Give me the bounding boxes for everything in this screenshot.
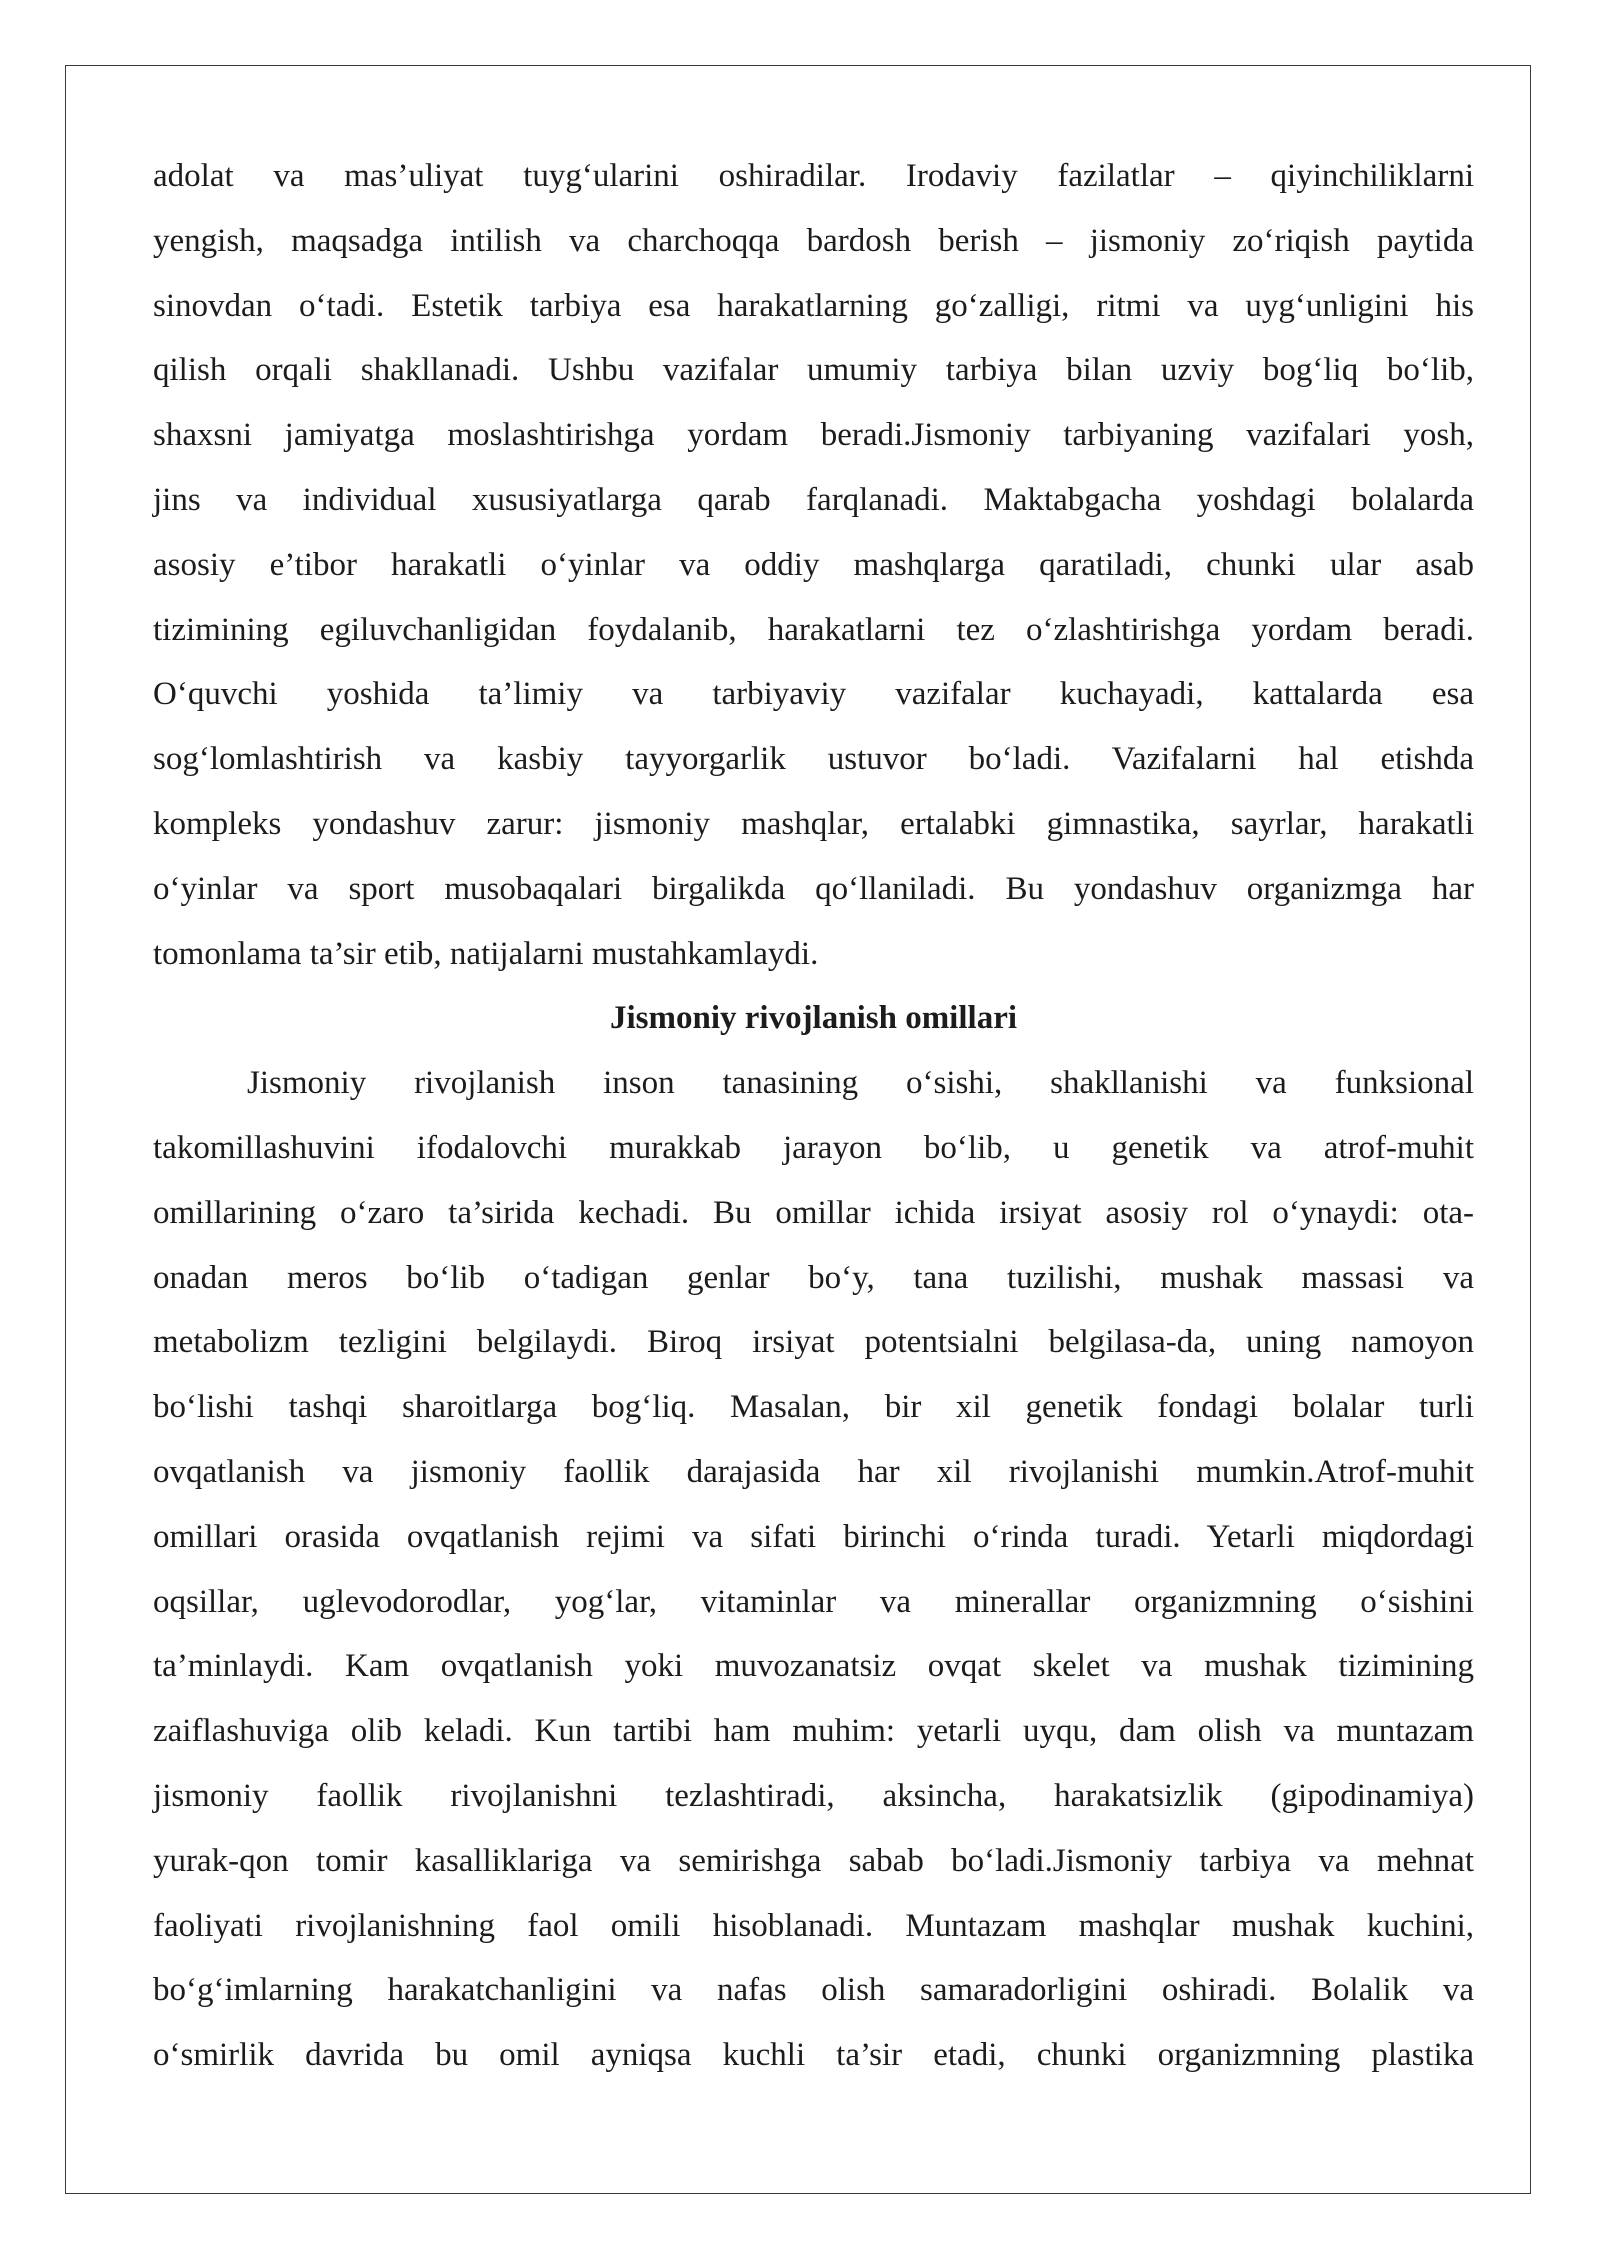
text-line: ovqatlanish va jismoniy faollik darajasida har xil rivojlanishi mumkin.Atrof-muhit: [153, 1453, 1474, 1490]
text-line: shaxsni jamiyatga moslashtirishga yordam beradi.Jismoniy tarbiyaning vazifalari yosh,: [153, 417, 1474, 454]
text-line: Jismoniy rivojlanish inson tanasining o‘sishi, shakllanishi va funksional: [247, 1065, 1474, 1102]
section-heading: Jismoniy rivojlanish omillari: [609, 1000, 1018, 1037]
text-line: jins va individual xususiyatlarga qarab farqlanadi. Maktabgacha yoshdagi bolalarda: [153, 481, 1474, 518]
text-line: yurak-qon tomir kasalliklariga va semirishga sabab bo‘ladi.Jismoniy tarbiya va mehnat: [153, 1842, 1474, 1879]
text-line: o‘yinlar va sport musobaqalari birgalikda qo‘llaniladi. Bu yondashuv organizmga har: [153, 870, 1474, 907]
text-line: takomillashuvini ifodalovchi murakkab jarayon bo‘lib, u genetik va atrof-muhit: [153, 1129, 1474, 1166]
text-line: omillari orasida ovqatlanish rejimi va sifati birinchi o‘rinda turadi. Yetarli miqdordagi: [153, 1518, 1474, 1555]
text-line: adolat va mas’uliyat tuyg‘ularini oshiradilar. Irodaviy fazilatlar – qiyinchiliklarni: [153, 158, 1474, 194]
text-line: ta’minlaydi. Kam ovqatlanish yoki muvozanatsiz ovqat skelet va mushak tizimining: [153, 1648, 1474, 1685]
text-line: faoliyati rivojlanishning faol omili hisoblanadi. Muntazam mashqlar mushak kuchini,: [153, 1907, 1474, 1944]
text-line: sog‘lomlashtirish va kasbiy tayyorgarlik ustuvor bo‘ladi. Vazifalarni hal etishda: [153, 741, 1474, 778]
text-line: onadan meros bo‘lib o‘tadigan genlar bo‘y, tana tuzilishi, mushak massasi va: [153, 1259, 1474, 1296]
text-line: metabolizm tezligini belgilaydi. Biroq irsiyat potentsialni belgilasa-da, uning namoyon: [153, 1324, 1474, 1361]
text-line: asosiy e’tibor harakatli o‘yinlar va oddiy mashqlarga qaratiladi, chunki ular asab: [153, 546, 1474, 583]
text-line: oqsillar, uglevodorodlar, yog‘lar, vitaminlar va minerallar organizmning o‘sishini: [153, 1583, 1474, 1620]
text-line: jismoniy faollik rivojlanishni tezlashtiradi, aksincha, harakatsizlik (gipodinamiya): [153, 1777, 1474, 1814]
paragraph-1: [153, 144, 1474, 986]
text-line: tomonlama ta’sir etib, natijalarni mustahkamlaydi.: [153, 935, 819, 972]
text-line: bo‘lishi tashqi sharoitlarga bog‘liq. Masalan, bir xil genetik fondagi bolalar turli: [153, 1389, 1474, 1426]
text-line: kompleks yondashuv zarur: jismoniy mashqlar, ertalabki gimnastika, sayrlar, harakatli: [153, 805, 1474, 842]
text-line: tizimining egiluvchanligidan foydalanib, harakatlarni tez o‘zlashtirishga yordam beradi.: [153, 611, 1474, 648]
text-line: qilish orqali shakllanadi. Ushbu vazifalar umumiy tarbiya bilan uzviy bog‘liq bo‘lib,: [153, 352, 1474, 389]
text-line: omillarining o‘zaro ta’sirida kechadi. Bu omillar ichida irsiyat asosiy rol o‘ynaydi: ota-: [153, 1194, 1474, 1231]
text-line: sinovdan o‘tadi. Estetik tarbiya esa harakatlarning go‘zalligi, ritmi va uyg‘unligini his: [153, 287, 1474, 324]
text-line: o‘smirlik davrida bu omil ayniqsa kuchli ta’sir etadi, chunki organizmning plastika: [153, 2037, 1474, 2074]
text-line: zaiflashuviga olib keladi. Kun tartibi ham muhim: yetarli uyqu, dam olish va muntazam: [153, 1713, 1474, 1750]
text-line: O‘quvchi yoshida ta’limiy va tarbiyaviy vazifalar kuchayadi, kattalarda esa: [153, 676, 1474, 713]
text-line: yengish, maqsadga intilish va charchoqqa bardosh berish – jismoniy zo‘riqish paytida: [153, 222, 1474, 259]
paragraph-2: [153, 1051, 1474, 2088]
text-line: bo‘g‘imlarning harakatchanligini va nafas olish samaradorligini oshiradi. Bolalik va: [153, 1972, 1474, 2009]
text-body: [153, 144, 1474, 2088]
